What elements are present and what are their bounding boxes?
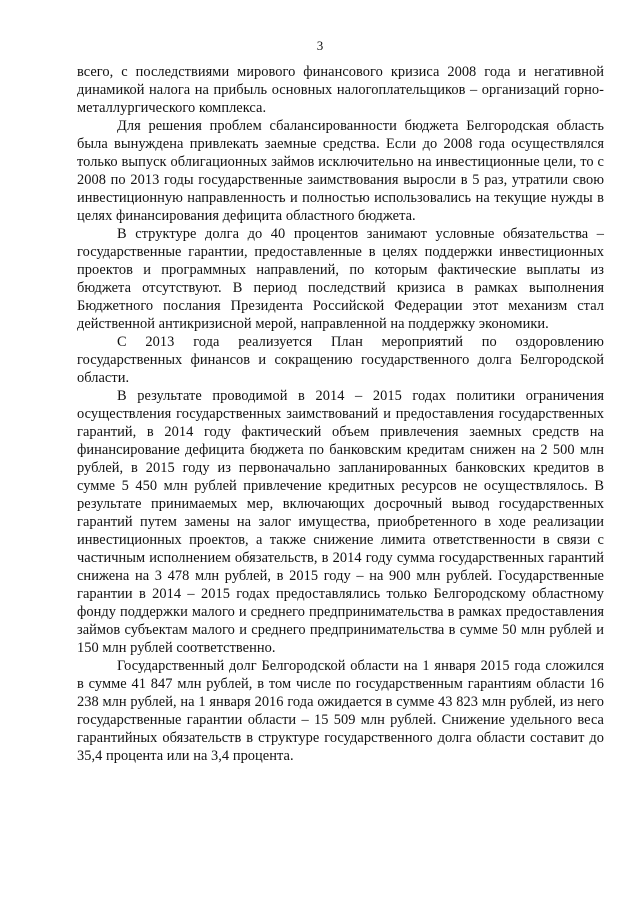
paragraph-recovery-plan: С 2013 года реализуется План мероприятий по оздоровлению государственных финансов и сокращению государственного долга Белгородской области. — [77, 334, 604, 386]
body-text — [77, 63, 604, 765]
paragraph-debt-structure: В структуре долга до 40 процентов занимают условные обязательства – государственные гарантии, предоставленные в целях поддержки инвестиционных проектов и программных направлений, по которым фактические выплаты из бюджета отсутствуют. В период последствий кризиса в рамках выполнения Бюджетного послания Президента Российской Федерации этот механизм стал действенной антикризисной мерой, направленной на поддержку экономики. — [77, 226, 604, 332]
page-number: 3 — [316, 38, 324, 53]
paragraph-borrowing-policy: В результате проводимой в 2014 – 2015 годах политики ограничения осуществления государственных заимствований и предоставления государственных гарантий, в 2014 году фактический объем привлечения заемных средств на финансирование дефицита бюджета по банковским кредитам снижен на 2 500 млн рублей, в 2015 году из первоначально запланированных банковских кредитов в сумме 5 450 млн рублей привлечение кредитных ресурсов не осуществлялось. В результате принимаемых мер, включающих досрочный вывод государственных гарантий путем замены на залог имущества, приобретенного в ходе реализации инвестиционных проектов, а также снижение лимита ответственности в связи с частичным исполнением обязательств, в 2014 году сумма государственных гарантий снижена на 3 478 млн рублей, в 2015 году – на 900 млн рублей. Государственные гарантии в 2014 – 2015 годах предоставлялись только Белгородскому областному фонду поддержки малого и среднего предпринимательства в рамках предоставления займов субъектам малого и среднего предпринимательства в сумме 50 млн рублей и 150 млн рублей соответственно. — [77, 388, 604, 656]
paragraph-budget-borrowing: Для решения проблем сбалансированности бюджета Белгородская область была вынуждена привлекать заемные средства. Если до 2008 года осуществлялся только выпуск облигационных займов исключительно на инвестиционные цели, то с 2008 по 2013 годы государственные заимствования выросли в 5 раз, утратили свою инвестиционную направленность и полностью использовались на текущие нужды в целях финансирования дефицита областного бюджета. — [77, 118, 604, 224]
paragraph-continuation: всего, с последствиями мирового финансового кризиса 2008 года и негативной динамикой налога на прибыль основных налогоплательщиков – организаций горно-металлургического комплекса. — [77, 64, 604, 116]
paragraph-state-debt: Государственный долг Белгородской области на 1 января 2015 года сложился в сумме 41 847 млн рублей, в том числе по государственным гарантиям области 16 238 млн рублей, на 1 января 2016 года ожидается в сумме 43 823 млн рублей, из него государственные гарантии области – 15 509 млн рублей. Снижение удельного веса гарантийных обязательств в структуре государственного долга области составит до 35,4 процента или на 3,4 процента. — [77, 658, 604, 764]
